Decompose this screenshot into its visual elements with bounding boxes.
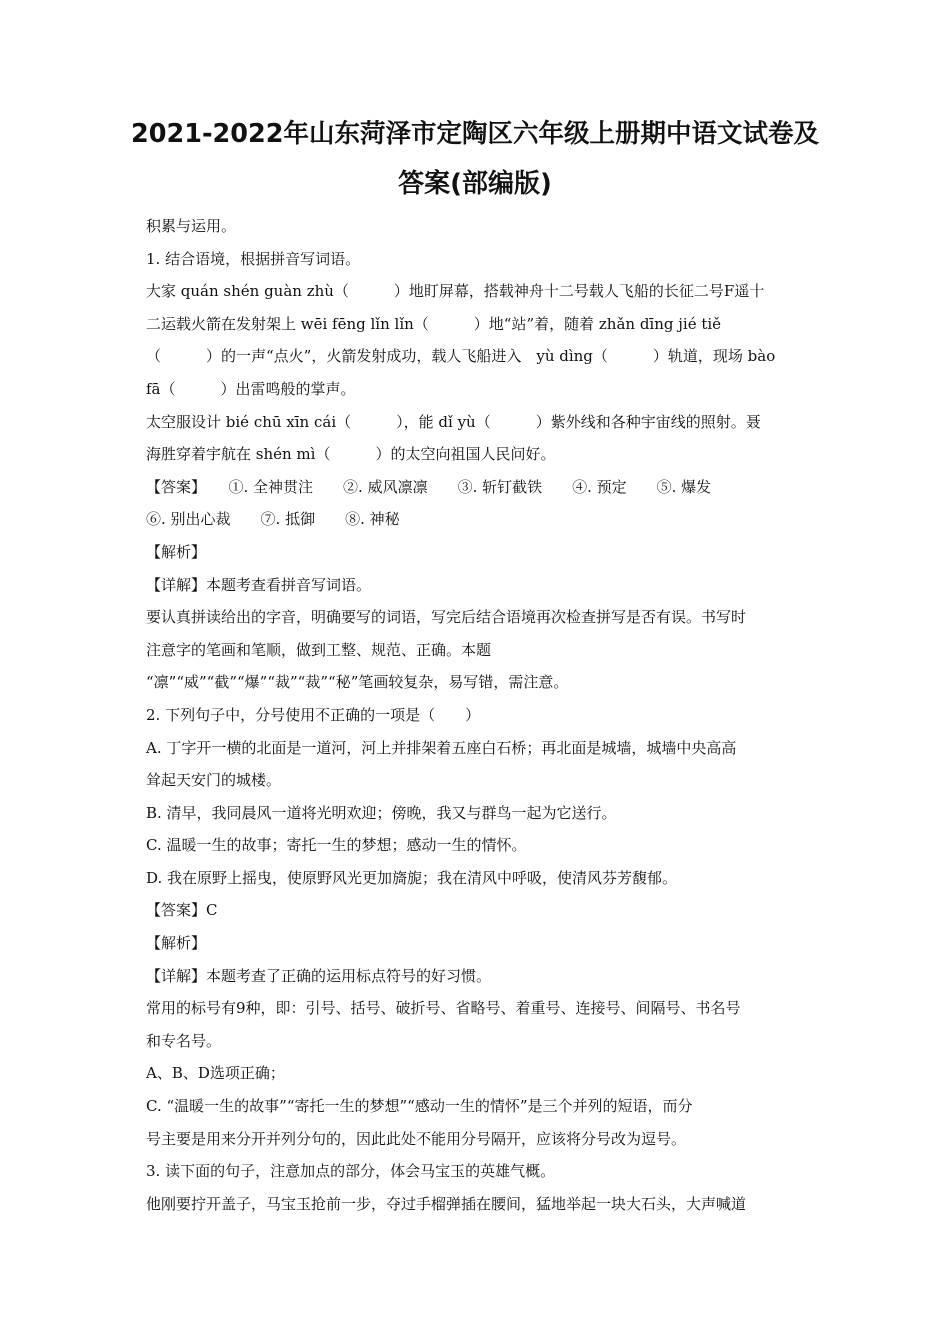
question-1-text: fā（ ）出雷鸣般的掌声。 [146, 379, 356, 398]
option-a: A. 丁字开一横的北面是一道河，河上并排架着五座白石桥；再北面是城墙，城墙中央高高 [146, 738, 737, 757]
detail-explanation: “凛”“威”“截”“爆”“裁”“裁”“秘”笔画较复杂，易写错，需注意。 [146, 673, 569, 692]
analysis-label: 【解析】 [146, 934, 207, 953]
detail-explanation: 【详解】本题考查了正确的运用标点符号的好习惯。 [146, 966, 492, 985]
question-1-answer: 【答案】 ①. 全神贯注 ②. 威风凛凛 ③. 斩钉截铁 ④. 预定 ⑤. 爆发 [146, 477, 712, 496]
option-d: D. 我在原野上摇曳，使原野风光更加旖旎；我在清风中呼吸，使清风芬芳馥郁。 [146, 868, 678, 887]
question-3-prompt: 3. 读下面的句子，注意加点的部分，体会马宝玉的英雄气概。 [146, 1162, 556, 1181]
option-b: B. 清早，我同晨风一道将光明欢迎；傍晚，我又与群鸟一起为它送行。 [146, 803, 617, 822]
question-1-text: 大家 quán shén guàn zhù（ ）地盯屏幕，搭载神舟十二号载人飞船的长征二号F遥十 [146, 282, 765, 301]
detail-explanation: 常用的标号有9种，即：引号、括号、破折号、省略号、着重号、连接号、间隔号、书名号 [146, 999, 741, 1018]
question-3-text: 他刚要拧开盖子，马宝玉抢前一步，夺过手榴弹插在腰间，猛地举起一块大石头，大声喊道 [146, 1194, 747, 1213]
question-2-answer: 【答案】C [146, 901, 218, 920]
option-a: 耸起天安门的城楼。 [146, 771, 282, 790]
option-c: C. 温暖一生的故事；寄托一生的梦想；感动一生的情怀。 [146, 836, 527, 855]
question-1-text: 二运载火箭在发射架上 wēi fēng lǐn lǐn（ ）地“站”着，随着 zhǎn dīng jié tiě [146, 314, 722, 333]
document-body [146, 210, 826, 1220]
analysis-label: 【解析】 [146, 542, 207, 561]
detail-explanation: A、B、D选项正确； [146, 1064, 285, 1083]
detail-explanation: C. “温暖一生的故事”“寄托一生的梦想”“感动一生的情怀”是三个并列的短语，而分 [146, 1097, 693, 1116]
question-1-prompt: 1. 结合语境，根据拼音写词语。 [146, 249, 361, 268]
detail-explanation: 【详解】本题考查看拼音写词语。 [146, 575, 372, 594]
question-1-text: 海胜穿着宇航在 shén mì（ ）的太空向祖国人民问好。 [146, 445, 556, 464]
detail-explanation: 要认真拼读给出的字音，明确要写的词语，写完后结合语境再次检查拼写是否有误。书写时 [146, 608, 747, 627]
question-1-answer: ⑥. 别出心裁 ⑦. 抵御 ⑧. 神秘 [146, 510, 400, 529]
detail-explanation: 注意字的笔画和笔顺，做到工整、规范、正确。本题 [146, 640, 492, 659]
question-1-text: （ ）的一声“点火”，火箭发射成功，载人飞船进入 yù dìng（ ）轨道，现场 bào [146, 347, 776, 366]
detail-explanation: 和专名号。 [146, 1031, 222, 1050]
detail-explanation: 号主要是用来分开并列分句的，因此此处不能用分号隔开，应该将分号改为逗号。 [146, 1129, 687, 1148]
section-heading: 积累与运用。 [146, 217, 237, 235]
document-title-line-2: 答案(部编版) [398, 169, 552, 199]
question-2-prompt: 2. 下列句子中，分号使用不正确的一项是（ ） [146, 705, 481, 724]
document-title-line-1: 2021-2022年山东菏泽市定陶区六年级上册期中语文试卷及 [130, 119, 820, 149]
question-1-text: 太空服设计 bié chū xīn cái（ ），能 dǐ yù（ ）紫外线和各种宇宙线的照射。聂 [146, 412, 761, 431]
